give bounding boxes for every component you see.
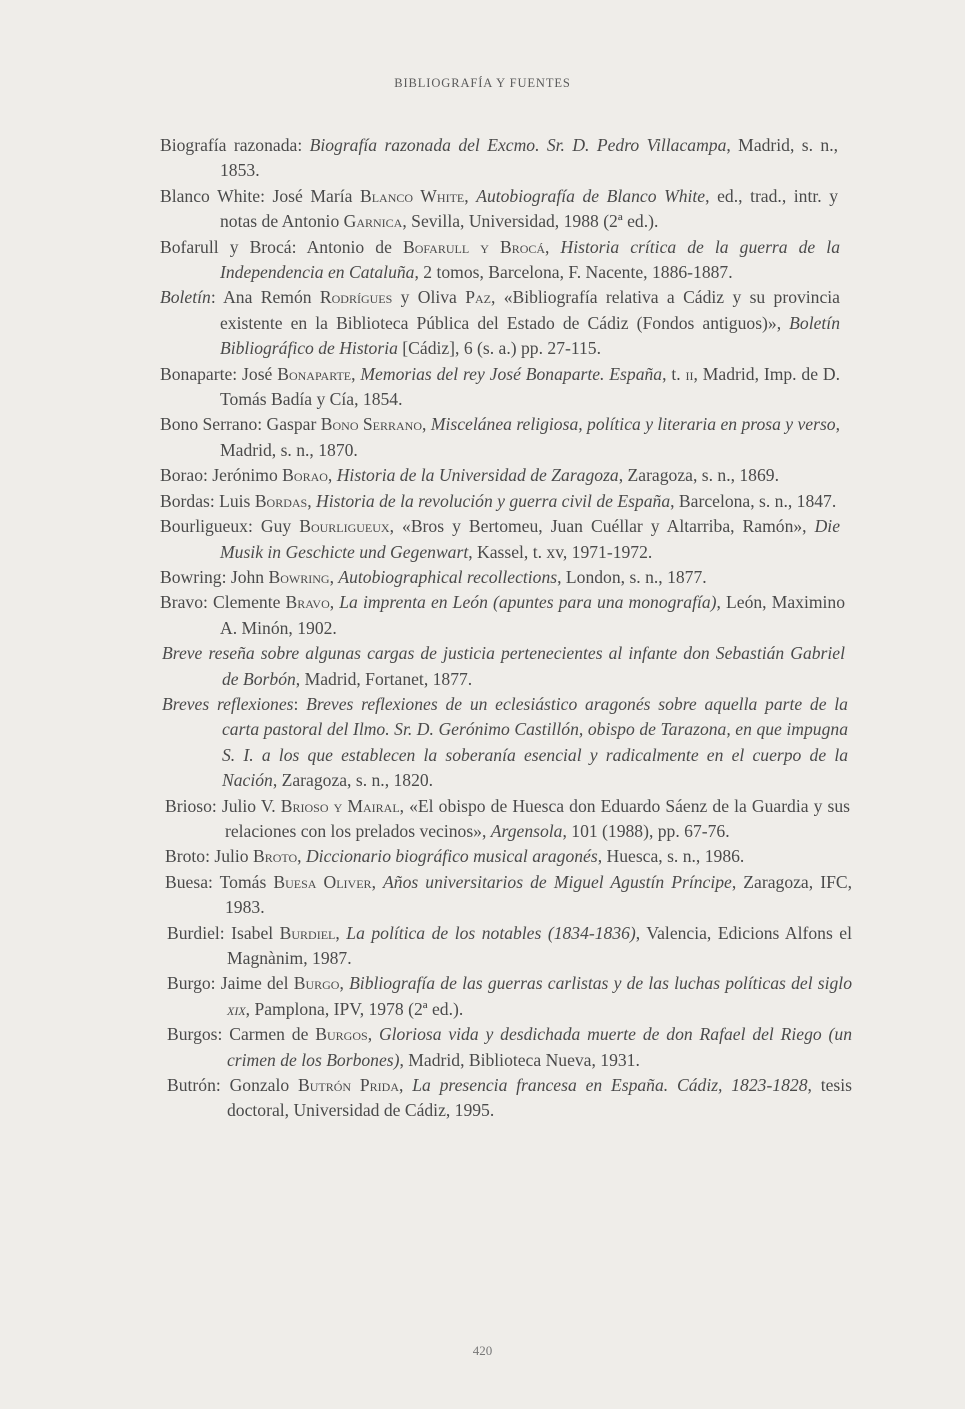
entry-author-smallcaps: Borao: [282, 465, 328, 486]
entry-text: Bourligueux: Guy: [160, 516, 300, 537]
entry-title-italic: Autobiografía de Blanco White: [476, 185, 706, 206]
entry-text: ,: [371, 871, 384, 892]
entry-title-italic: Historia crítica de la guerra de la Independencia en Cataluña: [220, 236, 840, 283]
entry-title-italic: Años universitarios de Miguel Agustín Príncipe: [383, 871, 732, 892]
entry-title-italic: Argensola: [490, 820, 563, 841]
entry-author-smallcaps: Bonaparte: [277, 363, 352, 384]
entry-text: ,: [339, 973, 350, 994]
entry-text: Biografía razonada:: [160, 135, 310, 155]
entry-text: Butrón: Gonzalo: [167, 1075, 298, 1096]
entry-title-italic: Die Musik in Geschicte und Gegenwart: [220, 516, 840, 562]
entry-text: Bofarull y Brocá: Antonio de: [160, 236, 403, 257]
entry-text: , Madrid, s. n., 1870.: [220, 414, 841, 460]
bibliography-entry: [162, 641, 845, 692]
entry-text: ,: [297, 846, 306, 867]
bibliography-entry: [165, 794, 850, 845]
entry-text: , Zaragoza, s. n., 1820.: [272, 770, 434, 791]
entry-text: , Barcelona, s. n., 1847.: [670, 490, 837, 511]
entry-author-smallcaps: Bono Serrano: [320, 414, 423, 435]
entry-text: , Huesca, s. n., 1986.: [597, 846, 745, 867]
entry-text: , Sevilla, Universidad, 1988 (2ª ed.).: [402, 211, 659, 232]
bibliography-entry: [160, 285, 840, 361]
entry-text: Bowring: John: [160, 566, 269, 587]
entry-author-smallcaps: Butrón Prida: [298, 1075, 399, 1096]
bibliography-entry: [160, 235, 840, 286]
entry-text: ,: [327, 465, 337, 486]
entry-text: Burgos: Carmen de: [167, 1024, 316, 1045]
bibliography-entry: [167, 1022, 852, 1073]
entry-text: Burgo: Jaime del: [167, 973, 294, 994]
entry-title-italic: La presencia francesa en España. Cádiz, 1823-1828: [412, 1075, 808, 1096]
entry-text: , Madrid, s. n., 1853.: [220, 135, 838, 181]
entry-title-italic: Historia de la Universidad de Zaragoza: [336, 465, 619, 486]
entry-text: , t.: [662, 363, 686, 384]
bibliography-entry: [160, 362, 840, 413]
entry-text: Bonaparte: José: [160, 363, 278, 384]
entry-text: , Valencia, Edicions Alfons el Magnànim, 1987.: [227, 922, 852, 968]
entry-author-smallcaps: Brioso y Mairal: [280, 795, 400, 816]
entry-text: Bordas: Luis: [160, 490, 255, 511]
entry-text: Blanco White: José María: [160, 185, 360, 206]
entry-author-smallcaps: Burgo: [293, 973, 340, 994]
entry-text: , London, s. n., 1877.: [557, 566, 707, 587]
entry-title-italic: Miscelánea religiosa, política y literaria en prosa y verso: [430, 414, 836, 435]
entry-author-smallcaps: Bowring: [268, 566, 330, 587]
page-number: 420: [472, 1343, 493, 1358]
bibliography-entry: [160, 590, 845, 641]
entry-text: y Oliva: [392, 287, 466, 308]
entry-title-italic: Boletín: [160, 287, 211, 308]
entry-roman-numeral: xix: [227, 998, 246, 1019]
entry-author-smallcaps: Burgos: [315, 1024, 368, 1045]
entry-title-italic: Biografía razonada del Excmo. Sr. D. Pedro Villacampa: [309, 135, 727, 155]
entry-text: , 2 tomos, Barcelona, F. Nacente, 1886-1887.: [414, 262, 733, 283]
entry-author-smallcaps: Broto: [252, 846, 298, 867]
entry-text: : Ana Remón: [210, 287, 320, 308]
entry-title-italic: Bibliografía de las guerras carlistas y de las luchas políticas del siglo: [349, 973, 852, 994]
entry-text: ,: [329, 566, 339, 587]
entry-text: ,: [399, 1075, 413, 1096]
entry-text: ,: [351, 363, 361, 384]
entry-text: ,: [329, 592, 340, 613]
entry-text: ,: [422, 414, 431, 435]
entry-text: , Zaragoza, s. n., 1869.: [618, 465, 779, 486]
entry-text: Bravo: Clemente: [160, 592, 286, 613]
bibliography-entry: [160, 565, 840, 590]
entry-text: Broto: Julio: [165, 846, 253, 867]
entry-text: , Pamplona, IPV, 1978 (2ª ed.).: [245, 998, 464, 1019]
entry-text: , «Bibliografía relativa a Cádiz y su provincia existente en la Biblioteca Pública del Estado de Cádiz (Fondos antiguos)»,: [220, 287, 840, 333]
entry-title-italic: La política de los notables (1834-1836): [346, 922, 636, 943]
entry-title-italic: Gloriosa vida y desdichada muerte de don Rafael del Riego (un crimen de los Borbones): [227, 1024, 853, 1070]
entry-author-smallcaps: ii: [685, 363, 694, 384]
entry-text: , tesis doctoral, Universidad de Cádiz, 1995.: [227, 1075, 852, 1121]
entry-text: , Madrid, Fortanet, 1877.: [295, 668, 473, 689]
bibliography-entry: [160, 463, 840, 488]
entry-text: ,: [545, 236, 561, 257]
entry-text: ,: [367, 1024, 379, 1045]
bibliography-entry: [167, 921, 852, 972]
entry-author-smallcaps: Rodrígues: [319, 287, 393, 308]
bibliography-entry: [167, 1073, 852, 1124]
bibliography-list: [0, 133, 965, 1124]
entry-text: Burdiel: Isabel: [167, 922, 280, 943]
entry-text: Borao: Jerónimo: [160, 465, 283, 486]
bibliography-entry: [162, 692, 848, 794]
entry-author-smallcaps: Bordas: [254, 490, 308, 511]
entry-title-italic: Breves reflexiones: [162, 693, 294, 714]
entry-author-smallcaps: Bravo: [285, 592, 330, 613]
entry-text: , Madrid, Biblioteca Nueva, 1931.: [399, 1049, 640, 1070]
entry-text: Brioso: Julio V.: [165, 795, 281, 816]
entry-text: Buesa: Tomás: [165, 871, 274, 892]
entry-title-italic: Autobiographical recollections: [338, 566, 558, 587]
entry-text: , «Bros y Bertomeu, Juan Cuéllar y Altarriba, Ramón»,: [389, 516, 815, 537]
bibliography-entry: [167, 971, 852, 1022]
entry-text: [Cádiz], 6 (s. a.) pp. 27-115.: [397, 338, 601, 359]
entry-title-italic: La imprenta en León (apuntes para una monografía): [339, 592, 717, 613]
entry-title-italic: Memorias del rey José Bonaparte. España: [360, 363, 663, 384]
entry-text: ,: [335, 922, 347, 943]
bibliography-entry: [165, 870, 852, 921]
entry-text: ,: [464, 185, 477, 206]
entry-text: , «El obispo de Huesca don Eduardo Sáenz de la Guardia y sus relaciones con los prelados vecinos»,: [225, 795, 850, 841]
entry-author-smallcaps: Garnica: [343, 211, 403, 232]
entry-text: , Kassel, t. xv, 1971-1972.: [468, 541, 653, 562]
entry-author-smallcaps: Burdiel: [279, 922, 336, 943]
entry-text: , Zaragoza, IFC, 1983.: [225, 871, 852, 918]
entry-title-italic: Breve reseña sobre algunas cargas de justicia pertenecientes al infante don Sebastián Gabriel de Borbón: [162, 643, 845, 689]
bibliography-entry: [165, 844, 850, 869]
entry-title-italic: Breves reflexiones de un eclesiástico aragonés sobre aquella parte de la carta pastoral del Ilmo. Sr. D. Gerónimo Castillón, obispo de Tarazona, en que impugna S. I. a los que establecen la soberanía esencial y radicalmente en el cuerpo de la Nación: [222, 693, 848, 791]
bibliography-entry: [160, 133, 838, 184]
bibliography-entry: [160, 489, 840, 514]
entry-text: , Madrid, Imp. de D. Tomás Badía y Cía, 1854.: [220, 363, 841, 410]
bibliography-entry: [160, 514, 840, 565]
entry-text: ,: [307, 490, 317, 511]
entry-text: Bono Serrano: Gaspar: [160, 414, 321, 435]
entry-author-smallcaps: Bourligueux: [299, 516, 390, 537]
entry-text: , León, Maximino A. Minón, 1902.: [220, 592, 845, 638]
bibliography-entry: [160, 412, 840, 463]
running-head: BIBLIOGRAFÍA Y FUENTES: [394, 76, 571, 90]
entry-text: , ed., trad., intr. y notas de Antonio: [220, 185, 839, 232]
entry-text: :: [293, 693, 307, 714]
entry-author-smallcaps: Bofarull y Brocá: [402, 236, 546, 257]
entry-title-italic: Historia de la revolución y guerra civil de España: [316, 490, 671, 511]
entry-author-smallcaps: Paz: [465, 287, 491, 308]
entry-title-italic: Diccionario biográfico musical aragonés: [305, 846, 598, 867]
entry-text: , 101 (1988), pp. 67-76.: [562, 820, 730, 841]
entry-author-smallcaps: Blanco White: [359, 185, 465, 206]
entry-author-smallcaps: Buesa Oliver: [273, 871, 372, 892]
bibliography-entry: [160, 184, 838, 235]
entry-title-italic: Boletín Bibliográfico de Historia: [220, 312, 840, 359]
